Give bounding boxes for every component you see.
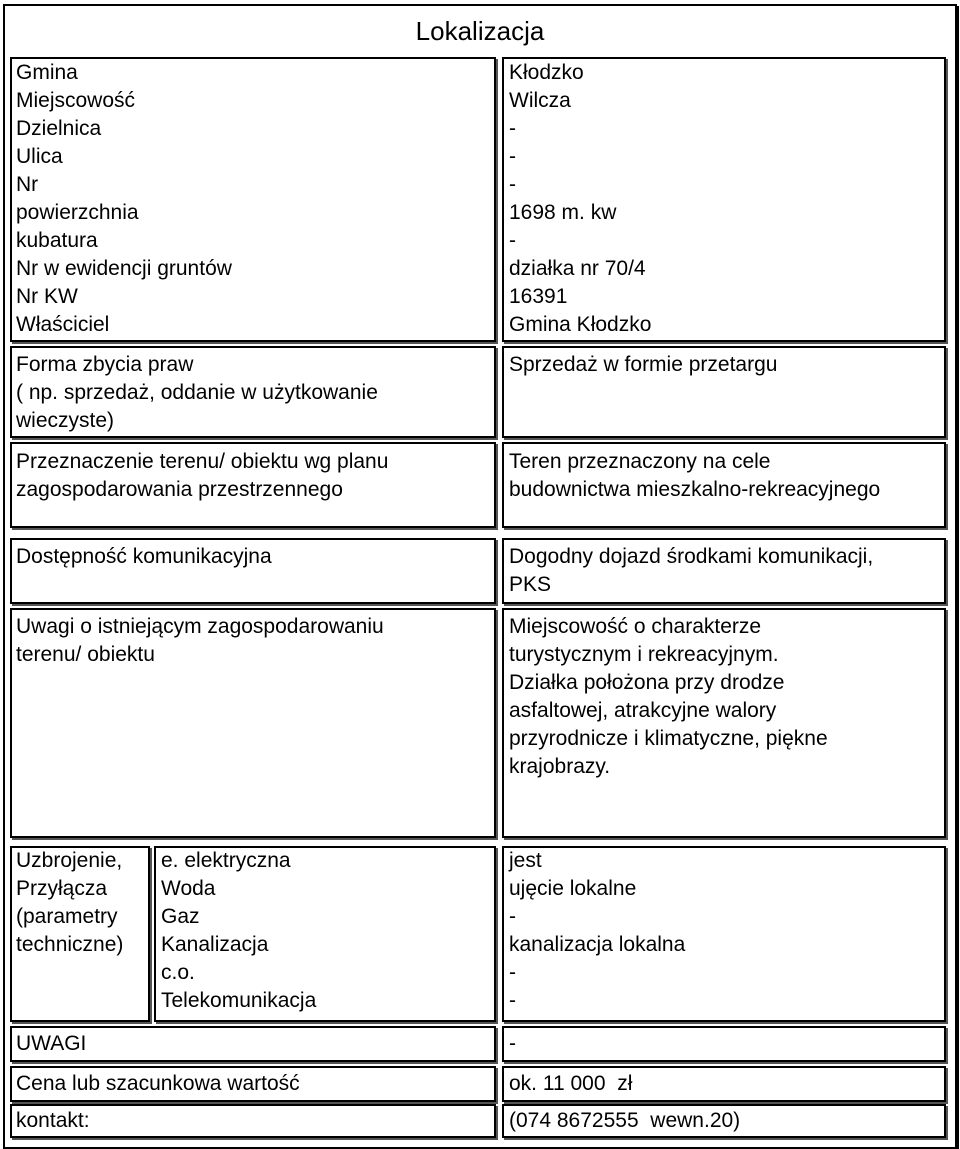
utility-name: Kanalizacja	[161, 933, 269, 956]
field-value: Wilcza	[509, 89, 571, 112]
dostepnosc-label	[16, 543, 272, 571]
text-line: Dogodny dojazd środkami komunikacji,	[509, 545, 874, 568]
forma-label	[16, 351, 378, 435]
field-label: Nr w ewidencji gruntów	[16, 257, 232, 280]
uwagi-value-box	[502, 1026, 946, 1062]
utility-name: Telekomunikacja	[161, 989, 317, 1012]
text-line: przyrodnicze i klimatyczne, piękne	[509, 727, 828, 750]
kontakt-value: (074 8672555 wewn.20)	[509, 1109, 741, 1132]
text-line: Sprzedaż w formie przetargu	[509, 353, 778, 376]
kontakt-label: kontakt:	[16, 1109, 90, 1132]
utility-value: kanalizacja lokalna	[509, 933, 686, 956]
cena-value: ok. 11 000 zł	[509, 1072, 633, 1095]
uwagi-value: -	[509, 1032, 516, 1055]
text-line: zagospodarowania przestrzennego	[16, 478, 343, 501]
field-value: -	[509, 229, 516, 252]
field-label: kubatura	[16, 229, 98, 252]
przeznaczenie-value	[509, 448, 880, 504]
text-line: terenu/ obiektu	[16, 643, 155, 666]
utility-name: Woda	[161, 877, 216, 900]
field-value: działka nr 70/4	[509, 257, 646, 280]
field-label: Nr KW	[16, 285, 78, 308]
text-line: turystycznym i rekreacyjnym.	[509, 643, 779, 666]
text-line: PKS	[509, 573, 552, 596]
przeznaczenie-label	[16, 448, 388, 504]
uzbrojenie-items	[161, 847, 316, 1015]
field-label: Miejscowość	[16, 89, 136, 112]
dostepnosc-value	[509, 543, 873, 599]
text-line: Przyłącza	[16, 877, 108, 900]
text-line: (parametry	[16, 905, 118, 928]
utility-value: -	[509, 905, 516, 928]
utility-value: jest	[509, 849, 542, 872]
utility-name: c.o.	[161, 961, 195, 984]
cena-label: Cena lub szacunkowa wartość	[16, 1072, 300, 1095]
field-label: Gmina	[16, 61, 78, 84]
text-line: Dostępność komunikacyjna	[16, 545, 272, 568]
text-line: Przeznaczenie terenu/ obiektu wg planu	[16, 450, 389, 473]
field-value: 1698 m. kw	[509, 201, 617, 224]
field-label: powierzchnia	[16, 201, 139, 224]
text-line: Miejscowość o charakterze	[509, 615, 762, 638]
text-line: budownictwa mieszkalno-rekreacyjnego	[509, 478, 881, 501]
page-title: Lokalizacja	[415, 16, 545, 46]
field-value: Kłodzko	[509, 61, 584, 84]
field-label: Właściciel	[16, 313, 110, 336]
uwagi-istn-value	[509, 613, 828, 781]
text-line: wieczyste)	[16, 409, 115, 432]
text-line: techniczne)	[16, 933, 124, 956]
text-line: Teren przeznaczony na cele	[509, 450, 771, 473]
uwagi-label: UWAGI	[16, 1032, 87, 1055]
utility-value: -	[509, 961, 516, 984]
text-line: Forma zbycia praw	[16, 353, 194, 376]
field-value: 16391	[509, 285, 568, 308]
field-label: Nr	[16, 173, 39, 196]
values-list	[509, 59, 651, 339]
forma-value	[509, 351, 777, 379]
labels-list	[16, 59, 232, 339]
field-value: -	[509, 173, 516, 196]
text-line: ( np. sprzedaż, oddanie w użytkowanie	[16, 381, 378, 404]
field-label: Dzielnica	[16, 117, 102, 140]
field-value: -	[509, 145, 516, 168]
field-value: -	[509, 117, 516, 140]
text-line: Uzbrojenie,	[16, 849, 123, 872]
text-line: Działka położona przy drodze	[509, 671, 785, 694]
utility-name: Gaz	[161, 905, 200, 928]
uzbrojenie-label	[16, 847, 123, 959]
text-line: asfaltowej, atrakcyjne walory	[509, 699, 777, 722]
uwagi-istn-label	[16, 613, 384, 669]
field-value: Gmina Kłodzko	[509, 313, 652, 336]
uzbrojenie-values	[509, 847, 685, 1015]
text-line: Uwagi o istniejącym zagospodarowaniu	[16, 615, 384, 638]
text-line: krajobrazy.	[509, 755, 611, 778]
utility-value: -	[509, 989, 516, 1012]
field-label: Ulica	[16, 145, 63, 168]
utility-name: e. elektryczna	[161, 849, 291, 872]
utility-value: ujęcie lokalne	[509, 877, 637, 900]
